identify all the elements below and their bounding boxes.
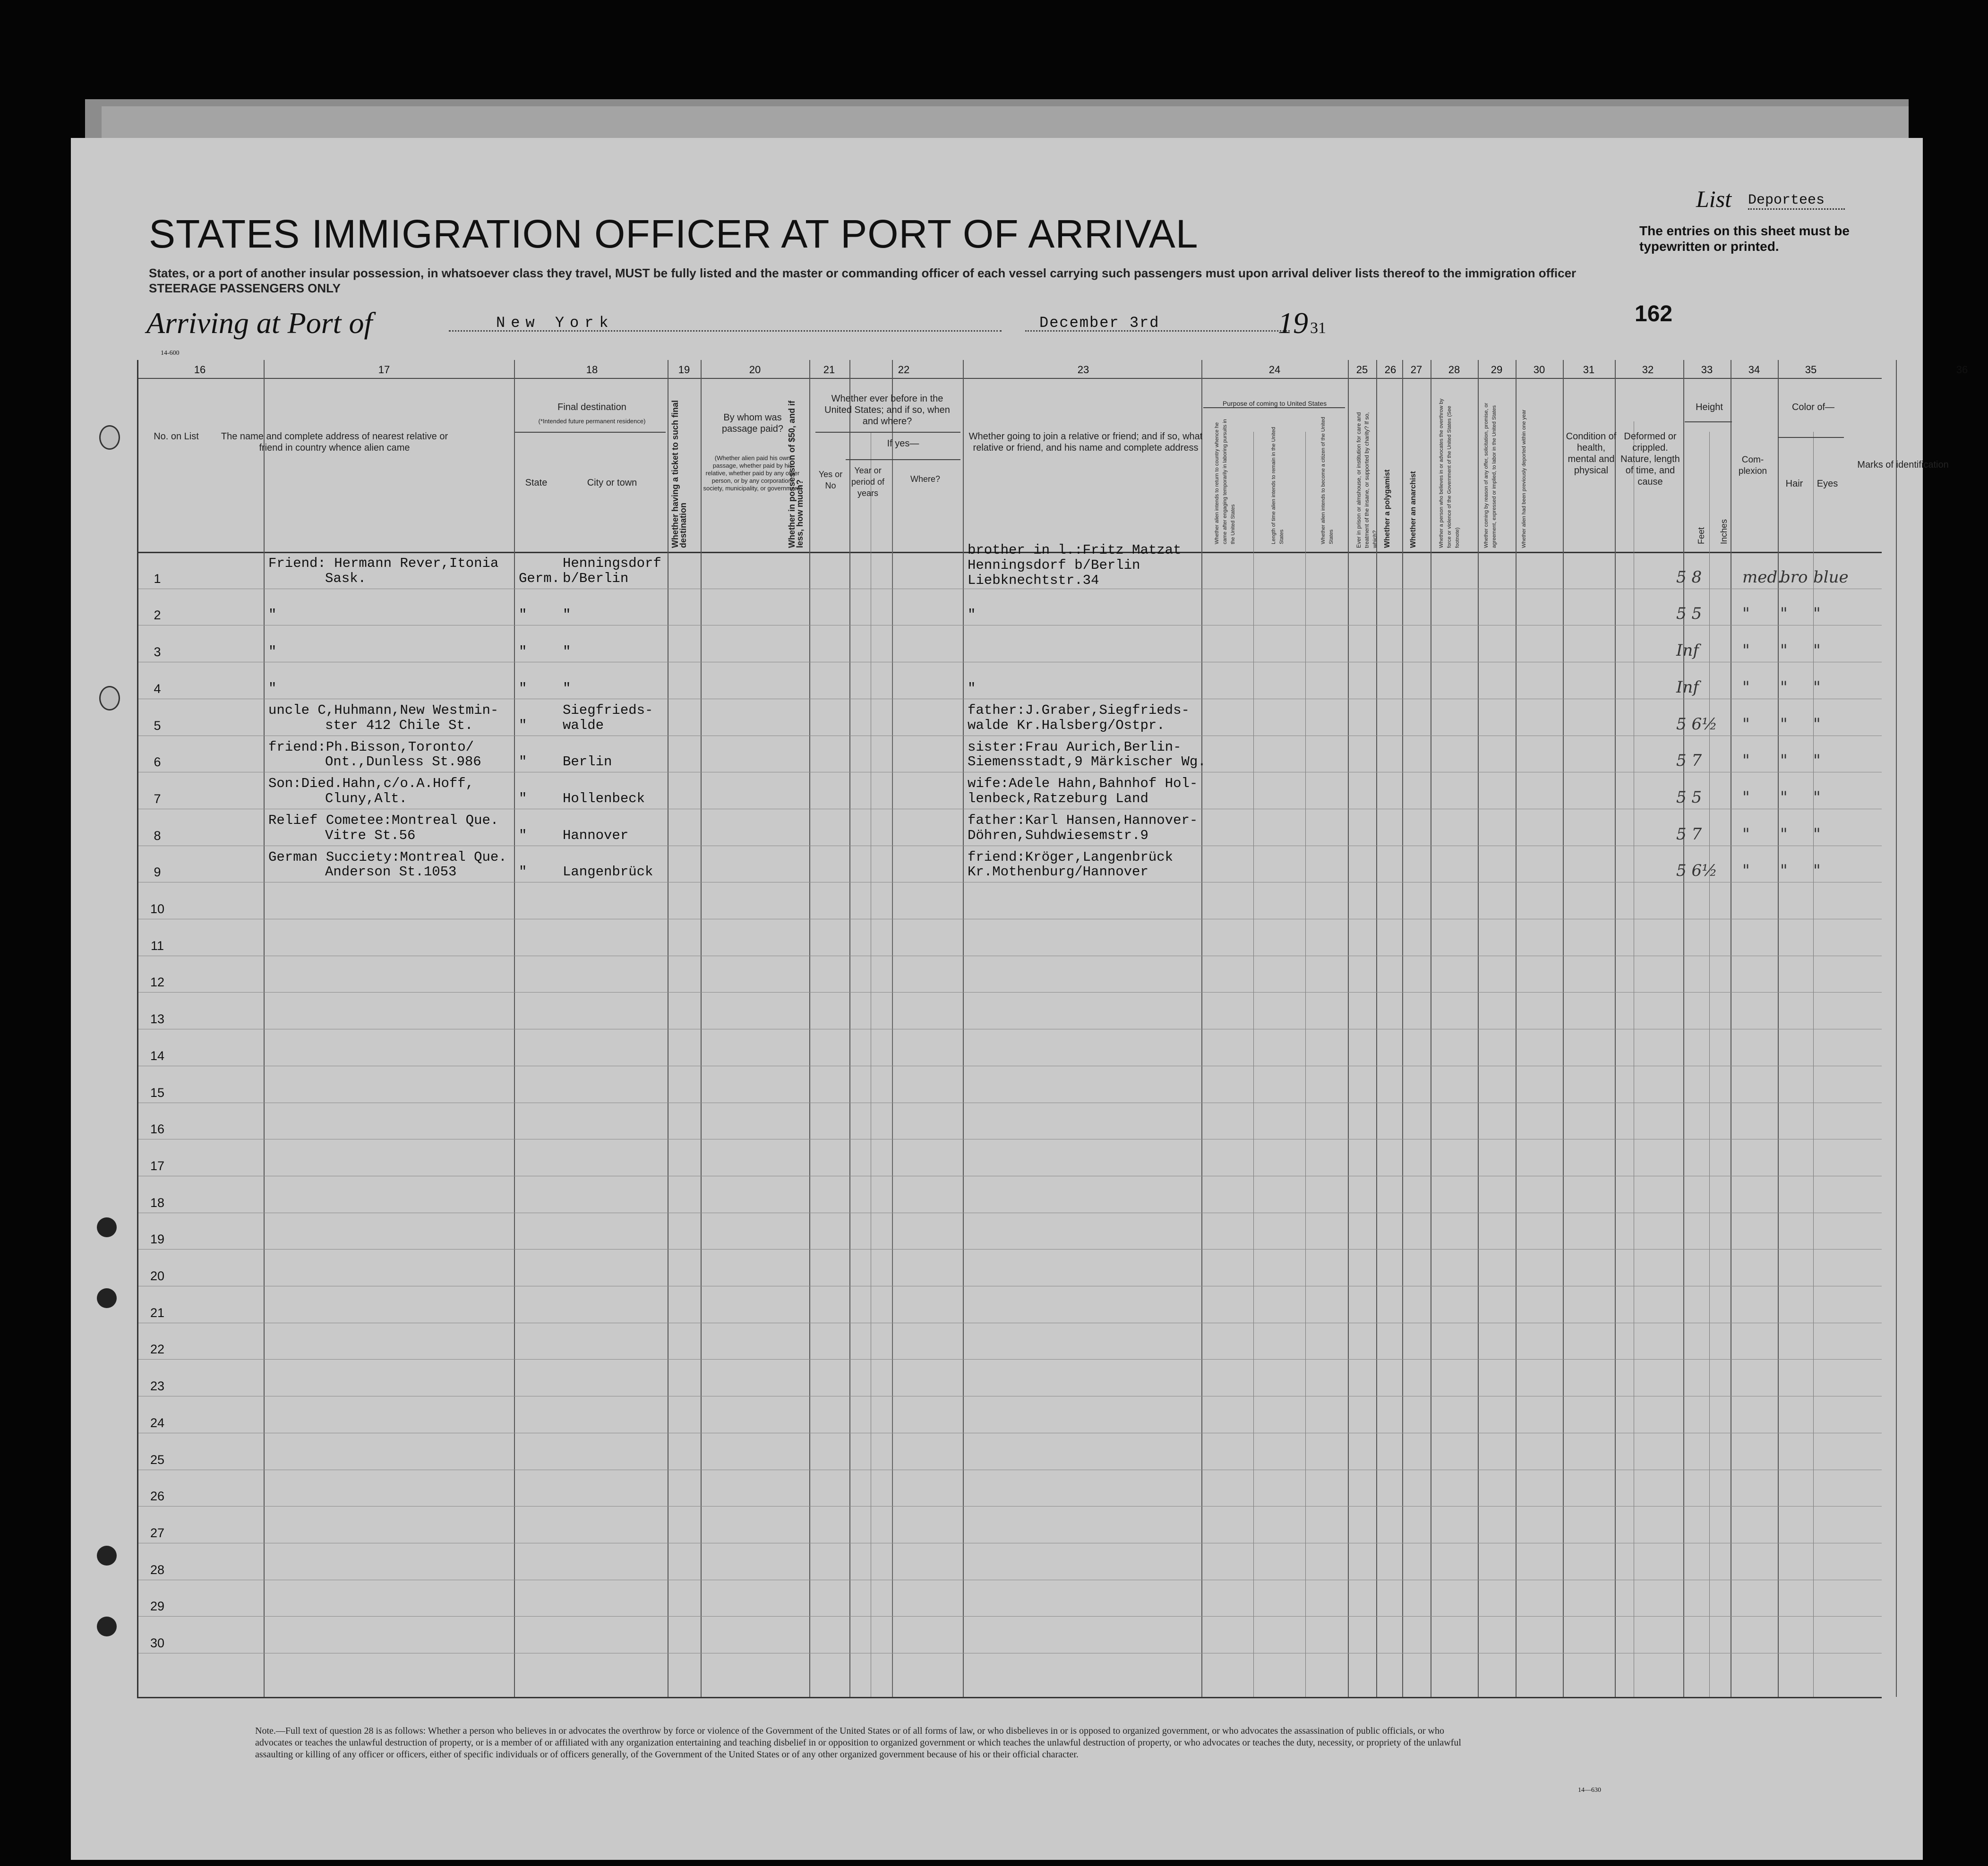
eye-color-value: ": [1813, 714, 1821, 734]
row-number: 22: [150, 1342, 165, 1357]
col33-header: Height: [1696, 402, 1723, 412]
column-divider: [1563, 360, 1564, 1697]
relative-address-line1: Son:Died.Hahn,c/o.A.Hoff,: [268, 776, 474, 792]
arriving-label: Arriving at Port of: [146, 306, 373, 340]
row-number: 13: [150, 1012, 165, 1027]
height-value: 5 7: [1676, 751, 1702, 770]
complexion-value: ": [1742, 677, 1750, 697]
row-number: 23: [150, 1379, 165, 1394]
hair-color-value: ": [1780, 641, 1788, 660]
list-value: Deportees: [1748, 192, 1845, 210]
relative-address-line2: ster 412 Chile St.: [325, 717, 473, 733]
relative-address-line2: Ont.,Dunless St.986: [325, 754, 481, 770]
complexion-value: ": [1742, 787, 1750, 807]
destination-state: ": [519, 864, 527, 880]
row-rule: [138, 1359, 1882, 1360]
column-number: 17: [378, 364, 390, 376]
row-number: 11: [150, 938, 164, 953]
row-number: 19: [150, 1232, 165, 1247]
height-value: 5 5: [1676, 787, 1702, 807]
relative-address-line1: friend:Ph.Bisson,Toronto/: [268, 739, 474, 755]
complexion-value: med.: [1742, 567, 1782, 587]
col18-state: State: [525, 478, 548, 488]
col29-header: Whether coming by reason of any offer, solicitation, promise, or agreement, expressed or implied, to labor in the United States: [1483, 402, 1497, 548]
col35-header: Color of—: [1791, 402, 1835, 412]
column-number: 27: [1410, 364, 1422, 376]
col33-feet: Feet: [1697, 527, 1706, 544]
row-number: 14: [150, 1048, 165, 1063]
destination-city-line1: Hollenbeck: [563, 790, 645, 806]
row-number: 16: [150, 1122, 165, 1137]
col22-yesno: Yes or No: [818, 470, 843, 490]
destination-city-line1: Berlin: [563, 754, 612, 770]
height-value: Inf: [1676, 677, 1699, 697]
joining-relative-line2: walde Kr.Halsberg/Ostpr.: [968, 717, 1165, 733]
destination-city-line1: ": [563, 607, 571, 623]
col16-header: No. on List: [154, 431, 199, 442]
col20-header: By whom was passage paid?: [721, 412, 784, 434]
hair-color-value: ": [1780, 714, 1788, 734]
column-divider: [1201, 360, 1202, 1697]
joining-relative-line1: friend:Kröger,Langenbrück: [968, 849, 1174, 865]
column-number: 16: [194, 364, 206, 376]
column-number: 28: [1448, 364, 1460, 376]
col33-divider: [1685, 421, 1732, 422]
eye-color-value: blue: [1813, 567, 1849, 587]
hair-color-value: ": [1780, 751, 1788, 770]
eye-color-value: ": [1813, 751, 1821, 770]
row-number: 7: [154, 791, 161, 806]
relative-address-line1: German Succiety:Montreal Que.: [268, 849, 507, 865]
height-value: 5 6½: [1676, 861, 1718, 881]
manifest-table: [137, 360, 1968, 1698]
column-divider: [264, 360, 265, 1697]
destination-state: Germ.: [519, 570, 560, 586]
row-number: 18: [150, 1195, 165, 1210]
column-divider: [1615, 360, 1616, 1697]
arrival-line: [146, 306, 1493, 339]
destination-city-line1: ": [563, 680, 571, 696]
eye-color-value: ": [1813, 677, 1821, 697]
year-suffix: 31: [1310, 319, 1326, 337]
destination-city-line1: ": [563, 644, 571, 660]
hair-color-value: ": [1780, 824, 1788, 844]
column-number: 22: [898, 364, 910, 376]
joining-relative-line1: father:Karl Hansen,Hannover-: [968, 812, 1198, 828]
col22-header: Whether ever before in the United States; and if so, when and where?: [824, 394, 950, 427]
destination-state: ": [519, 607, 527, 623]
col18-header: Final destination: [557, 402, 626, 412]
column-divider: [1778, 360, 1779, 1697]
eye-color-value: ": [1813, 824, 1821, 844]
hair-color-value: ": [1780, 604, 1788, 624]
joining-relative-line2: Döhren,Suhdwiesemstr.9: [968, 827, 1148, 843]
col24c-header: Whether alien intends to become a citizen of the United States: [1320, 417, 1334, 544]
column-divider: [1348, 360, 1349, 1697]
col34-header: Com-plexion: [1738, 455, 1767, 476]
instructions-line2: STEERAGE PASSENGERS ONLY: [149, 281, 341, 295]
punch-hole-icon: [97, 1217, 117, 1237]
column-divider: [809, 360, 810, 1697]
date-value: December 3rd: [1039, 314, 1160, 332]
row-number: 28: [150, 1562, 165, 1577]
column-divider: [1896, 360, 1897, 1697]
col21-header: Whether in possession of $50, and if less, how much?: [787, 400, 805, 548]
col20-note: (Whether alien paid his own passage, whether paid by his relative, whether paid by any other person, or by any corporation, society, municipality, or government): [703, 454, 802, 492]
row-number: 25: [150, 1452, 165, 1467]
joining-relative-line1: ": [968, 607, 976, 623]
page-title: STATES IMMIGRATION OFFICER AT PORT OF ARRIVAL: [149, 212, 1199, 256]
row-number: 1: [154, 571, 161, 586]
col22-year: Year or period of years: [851, 466, 885, 498]
column-number: 35: [1805, 364, 1817, 376]
relative-address-line2: Sask.: [325, 570, 367, 586]
col24b-header: Length of time alien intends to remain in the United States: [1271, 427, 1285, 544]
eye-color-value: ": [1813, 787, 1821, 807]
col22-divider2: [846, 459, 960, 460]
col35-hair: Hair: [1785, 479, 1803, 489]
punch-hole-icon: [97, 1546, 117, 1566]
row-number: 10: [150, 902, 165, 916]
column-divider: [849, 360, 850, 1697]
col31-header: Condition of health, mental and physical: [1566, 431, 1617, 476]
manifest-sheet: [71, 138, 1968, 1860]
hair-color-value: ": [1780, 861, 1788, 881]
row-number: 2: [154, 608, 161, 623]
destination-state: ": [519, 790, 527, 806]
row-number: 6: [154, 755, 161, 770]
col24-divider: [1203, 407, 1345, 408]
relative-address-line1: Relief Cometee:Montreal Que.: [268, 812, 499, 828]
eye-color-value: ": [1813, 604, 1821, 624]
col25-header: Ever in prison or almshouse, or institution for care and treatment of the insane, or supported by charity? If so, which?: [1355, 412, 1378, 548]
column-number: 20: [749, 364, 761, 376]
column-divider: [963, 360, 964, 1697]
relative-address-line1: ": [268, 680, 277, 696]
year-prefix: 19: [1278, 306, 1308, 340]
relative-address-line2: Vitre St.56: [325, 827, 416, 843]
footnote: Note.—Full text of question 28 is as follows: Whether a person who believes in or advocates the overthrow by force or violence of the Government of the United States or of all forms of law, or who disbelieves in or is opposed to organized government, or who advocates the assassination of public officials, or who advocates or teaches the unlawful destruction of property, or is a member of or affiliated with any organization entertaining and teaching disbelief in or opposition to organized government or which teaches the unlawful destruction of property, or who advocates or teaches the duty, necessity, or propriety of the unlawful assaulting or killing of any officer or officers, either of specific individuals or of officers generally, of the Government of the United States or of any other organized government because of his or their official character.: [255, 1726, 1461, 1760]
joining-relative-line1: brother in l.:Fritz Matzat: [968, 542, 1182, 558]
column-number: 23: [1077, 364, 1089, 376]
year: [1278, 306, 1326, 341]
subcolumn-divider: [1253, 432, 1254, 1697]
col22-ifyes: If yes—: [887, 438, 919, 449]
destination-city-line1: Langenbrück: [563, 864, 653, 880]
sheet-number: 162: [1635, 301, 1673, 326]
height-value: 5 8: [1676, 567, 1702, 587]
col33-inches: Inches: [1719, 519, 1729, 544]
row-number: 9: [154, 865, 161, 880]
column-divider: [1402, 360, 1403, 1697]
height-value: 5 6½: [1676, 714, 1718, 734]
col18-divider: [515, 432, 666, 433]
column-number: 21: [823, 364, 835, 376]
col18-city: City or town: [587, 478, 637, 488]
hair-color-value: ": [1780, 677, 1788, 697]
joining-relative-line1: father:J.Graber,Siegfrieds-: [968, 702, 1190, 718]
complexion-value: ": [1742, 751, 1750, 770]
column-divider: [1516, 360, 1517, 1697]
col19-header: Whether having a ticket to such final destination: [670, 400, 688, 548]
col30-header: Whether alien had been previously deported within one year: [1521, 410, 1527, 548]
joining-relative-line2: Henningsdorf b/Berlin: [968, 557, 1140, 573]
col32-header: Deformed or crippled. Nature, length of time, and cause: [1620, 431, 1680, 487]
row-number: 21: [150, 1305, 165, 1320]
row-rule: [138, 1616, 1882, 1617]
height-value: 5 5: [1676, 604, 1702, 624]
column-divider: [1683, 360, 1684, 1697]
destination-state: ": [519, 827, 527, 843]
column-number: 31: [1583, 364, 1595, 376]
form-code: 14-600: [161, 350, 180, 357]
hair-color-value: ": [1780, 787, 1788, 807]
destination-state: ": [519, 644, 527, 660]
column-number: 34: [1748, 364, 1760, 376]
punch-hole-icon: [97, 1617, 117, 1636]
row-number: 29: [150, 1599, 165, 1614]
complexion-value: ": [1742, 714, 1750, 734]
relative-address-line1: ": [268, 644, 277, 660]
height-value: Inf: [1676, 641, 1699, 660]
col22-where: Where?: [910, 474, 941, 484]
joining-relative-line3: Liebknechtstr.34: [968, 573, 1099, 588]
destination-city-line2: walde: [563, 717, 604, 733]
col36-header: Marks of identification: [1857, 460, 1949, 470]
row-number: 17: [150, 1158, 165, 1173]
row-number: 5: [154, 718, 161, 733]
port-value: New York: [496, 314, 614, 332]
eye-color-value: ": [1813, 861, 1821, 881]
col24-header: Purpose of coming to United States: [1222, 400, 1327, 407]
complexion-value: ": [1742, 641, 1750, 660]
col28-header: Whether a person who believes in or advocates the overthrow by force or violence of the Government of the United States (See footnote): [1439, 398, 1460, 548]
relative-address-line1: Friend: Hermann Rever,Itonia: [268, 556, 499, 571]
col24a-header: Whether alien intends to return to country whence he came after engaging temporarily in laboring pursuits in the United States: [1214, 419, 1236, 544]
port-field: [449, 306, 1002, 332]
instructions-line1: States, or a port of another insular possession, in whatsoever class they travel, MUST be fully listed and the master or commanding officer of each vessel carrying such passengers must upon arrival deliver lists thereof to the immigration officer: [149, 266, 1577, 280]
relative-address-line2: Anderson St.1053: [325, 864, 457, 880]
relative-address-line1: ": [268, 607, 277, 623]
column-number: 18: [586, 364, 598, 376]
destination-city-line1: Henningsdorf: [563, 556, 661, 571]
relative-address-line1: uncle C,Huhmann,New Westmin-: [268, 702, 499, 718]
entries-note: The entries on this sheet must be typewritten or printed.: [1639, 223, 1850, 254]
row-rule: [138, 1249, 1882, 1250]
col35-eyes: Eyes: [1817, 479, 1838, 489]
row-number: 4: [154, 681, 161, 696]
col27-header: Whether an anarchist: [1409, 471, 1417, 548]
col17-header: The name and complete address of nearest relative or friend in country whence alien came: [221, 431, 448, 453]
hair-color-value: bro: [1780, 567, 1808, 587]
column-number: 29: [1491, 364, 1503, 376]
subcolumn-divider: [1305, 432, 1306, 1697]
complexion-value: ": [1742, 824, 1750, 844]
destination-city-line2: b/Berlin: [563, 570, 629, 586]
col18-note: (*Intended future permanent residence): [538, 418, 646, 425]
height-value: 5 7: [1676, 824, 1702, 844]
column-number-row: [138, 360, 1882, 379]
destination-state: ": [519, 680, 527, 696]
column-number: 30: [1533, 364, 1545, 376]
row-number: 24: [150, 1415, 165, 1430]
column-number: 25: [1356, 364, 1368, 376]
punch-hole-icon: [97, 1288, 117, 1308]
row-number: 30: [150, 1636, 165, 1650]
column-number: 36: [1956, 364, 1968, 376]
col35-divider: [1778, 437, 1844, 438]
column-number: 26: [1384, 364, 1397, 376]
instructions: [149, 265, 1576, 296]
joining-relative-line2: lenbeck,Ratzeburg Land: [968, 790, 1148, 806]
binder-hole-icon: [99, 425, 120, 450]
row-rule: [138, 992, 1882, 993]
column-divider: [1376, 360, 1377, 1697]
complexion-value: ": [1742, 861, 1750, 881]
destination-state: ": [519, 754, 527, 770]
joining-relative-line1: ": [968, 680, 976, 696]
column-divider: [1478, 360, 1479, 1697]
joining-relative-line1: sister:Frau Aurich,Berlin-: [968, 739, 1182, 755]
complexion-value: ": [1742, 604, 1750, 624]
joining-relative-line2: Siemensstadt,9 Märkischer Wg.: [968, 754, 1206, 770]
relative-address-line2: Cluny,Alt.: [325, 790, 408, 806]
row-number: 20: [150, 1269, 165, 1283]
column-divider: [701, 360, 702, 1697]
row-number: 12: [150, 975, 165, 990]
row-number: 27: [150, 1525, 165, 1540]
subcolumn-divider: [1709, 432, 1710, 1697]
binder-hole-icon: [99, 686, 120, 710]
joining-relative-line2: Kr.Mothenburg/Hannover: [968, 864, 1148, 880]
joining-relative-line1: wife:Adele Hahn,Bahnhof Hol-: [968, 776, 1198, 792]
list-label: List: [1696, 186, 1732, 212]
destination-state: ": [519, 717, 527, 733]
column-number: 33: [1701, 364, 1713, 376]
row-number: 26: [150, 1489, 165, 1504]
row-number: 3: [154, 645, 161, 659]
column-number: 32: [1642, 364, 1654, 376]
col26-header: Whether a polygamist: [1383, 469, 1391, 548]
col23-header: Whether going to join a relative or friend; and if so, what relative or friend, and his name and complete address: [968, 431, 1203, 453]
column-divider: [514, 360, 515, 1697]
column-number: 19: [678, 364, 690, 376]
footer-code: 14—630: [1578, 1787, 1601, 1794]
destination-city-line1: Hannover: [563, 827, 629, 843]
row-number: 15: [150, 1085, 165, 1100]
destination-city-line1: Siegfrieds-: [563, 702, 653, 718]
column-number: 24: [1268, 364, 1281, 376]
row-number: 8: [154, 828, 161, 843]
col22-divider: [815, 432, 960, 433]
eye-color-value: ": [1813, 641, 1821, 660]
date-field: [1025, 306, 1290, 332]
